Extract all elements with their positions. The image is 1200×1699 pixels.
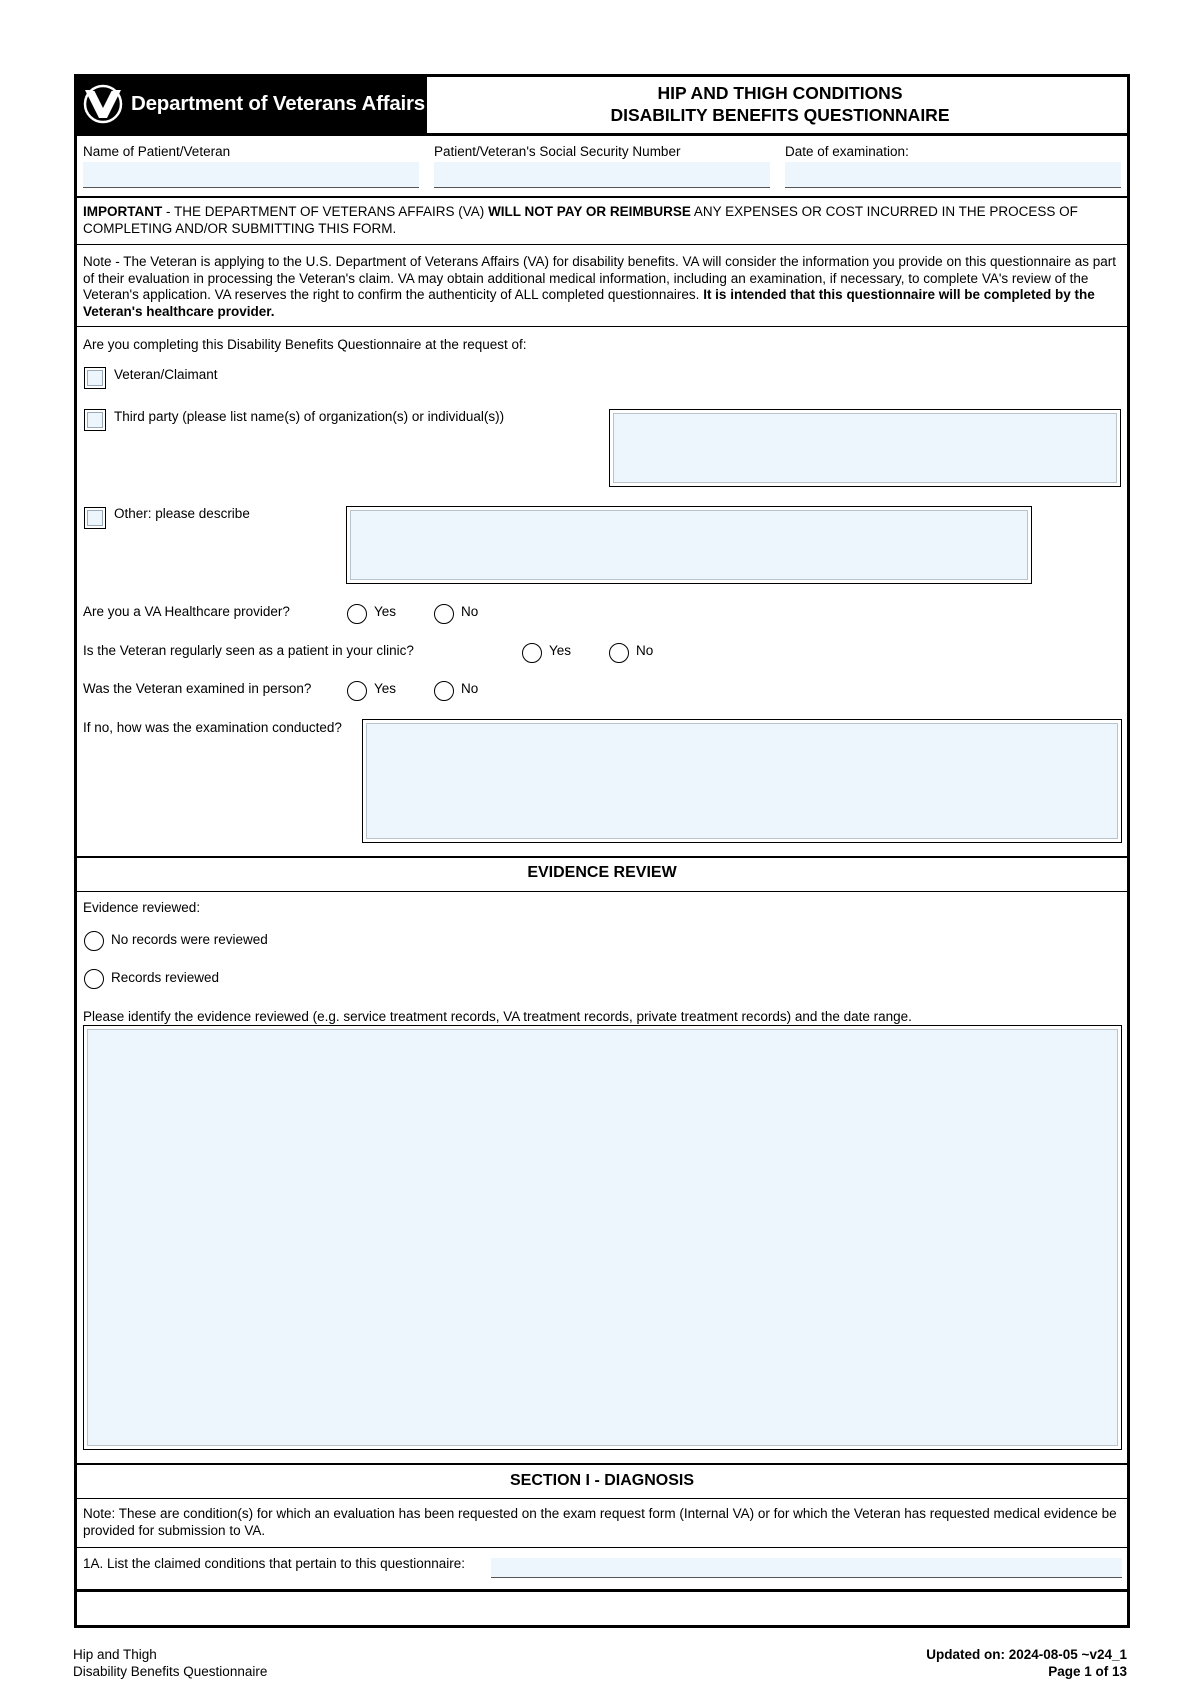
identify-evidence-label: Please identify the evidence reviewed (e.g. service treatment records, VA treatment records, private treatment records) and the date range. [83, 1009, 912, 1024]
exam-date-field[interactable] [785, 162, 1121, 188]
patient-name-label: Name of Patient/Veteran [83, 144, 231, 159]
header-divider [74, 133, 1130, 136]
patient-name-field[interactable] [83, 162, 419, 188]
in-person-yes-radio[interactable] [347, 681, 367, 701]
third-party-label: Third party (please list name(s) of organization(s) or individual(s)) [114, 409, 505, 424]
footer-updated-on: Updated on: 2024-08-05 ~v24_1 [926, 1647, 1127, 1662]
divider [74, 856, 1130, 858]
other-label: Other: please describe [114, 506, 250, 521]
in-person-question: Was the Veteran examined in person? [83, 681, 312, 696]
ssn-label: Patient/Veteran's Social Security Number [434, 144, 681, 159]
exam-date-label: Date of examination: [785, 144, 909, 159]
request-question: Are you completing this Disability Benefits Questionnaire at the request of: [83, 337, 527, 352]
other-description-input[interactable] [346, 506, 1032, 584]
veteran-note: Note - The Veteran is applying to the U.S. Department of Veterans Affairs (VA) for disability benefits. VA will consider the information you provide on this questionnaire as part of their evaluation in processing the Veteran's claim. VA may obtain additional medical information, including an examination, if necessary, to complete VA's review of the Veteran's application. VA reserves the right to confirm the authenticity of ALL completed questionnaires. It is intended that this questionnaire will be completed by the Veteran's healthcare provider. [83, 254, 1117, 319]
footer-form-subtitle: Disability Benefits Questionnaire [73, 1664, 268, 1679]
footer-page-number: Page 1 of 13 [1048, 1664, 1127, 1679]
claimed-conditions-label: 1A. List the claimed conditions that pertain to this questionnaire: [83, 1556, 465, 1571]
divider [74, 1589, 1130, 1592]
va-logo [75, 75, 427, 133]
no-records-radio[interactable] [84, 931, 104, 951]
form-title-line2: DISABILITY BENEFITS QUESTIONNAIRE [610, 105, 950, 125]
claimed-conditions-input[interactable] [491, 1558, 1122, 1578]
divider [74, 1498, 1130, 1499]
veteran-claimant-checkbox[interactable] [84, 367, 106, 389]
no-label: No [461, 681, 479, 696]
va-provider-question: Are you a VA Healthcare provider? [83, 604, 290, 619]
yes-label: Yes [374, 604, 397, 619]
divider [74, 196, 1130, 198]
yes-label: Yes [374, 681, 397, 696]
no-label: No [636, 643, 654, 658]
va-seal-icon [81, 84, 125, 124]
diagnosis-note: Note: These are condition(s) for which an evaluation has been requested on the exam request form (Internal VA) or for which the Veteran has requested medical evidence be provided for submission to VA. [83, 1506, 1117, 1538]
third-party-checkbox[interactable] [84, 409, 106, 431]
records-reviewed-radio[interactable] [84, 969, 104, 989]
how-conducted-input[interactable] [362, 719, 1122, 843]
records-reviewed-label: Records reviewed [111, 970, 220, 985]
how-conducted-question: If no, how was the examination conducted? [83, 720, 342, 735]
divider [74, 891, 1130, 892]
form-title-line1: HIP AND THIGH CONDITIONS [657, 83, 903, 103]
other-checkbox[interactable] [84, 507, 106, 529]
divider [74, 326, 1130, 327]
footer-left [73, 1646, 267, 1680]
important-notice: IMPORTANT - THE DEPARTMENT OF VETERANS AFFAIRS (VA) WILL NOT PAY OR REIMBURSE ANY EXPENSES OR COST INCURRED IN THE PROCESS OF COMPLETING AND/OR SUBMITTING THIS FORM. [83, 204, 1078, 236]
va-provider-yes-radio[interactable] [347, 604, 367, 624]
evidence-review-heading: EVIDENCE REVIEW [527, 864, 677, 881]
yes-label: Yes [549, 643, 572, 658]
logo-text: Department of Veterans Affairs [131, 92, 425, 115]
veteran-claimant-label: Veteran/Claimant [114, 367, 218, 382]
section-1-heading: SECTION I - DIAGNOSIS [509, 1472, 694, 1489]
footer-right [926, 1646, 1127, 1680]
divider [74, 1463, 1130, 1465]
ssn-field[interactable] [434, 162, 770, 188]
divider [74, 1547, 1130, 1548]
regular-patient-no-radio[interactable] [609, 643, 629, 663]
va-provider-no-radio[interactable] [434, 604, 454, 624]
evidence-description-input[interactable] [83, 1025, 1122, 1450]
evidence-reviewed-label: Evidence reviewed: [83, 900, 201, 915]
in-person-no-radio[interactable] [434, 681, 454, 701]
regular-patient-yes-radio[interactable] [522, 643, 542, 663]
third-party-input[interactable] [609, 409, 1121, 487]
footer-form-name: Hip and Thigh [73, 1647, 157, 1662]
regular-patient-question: Is the Veteran regularly seen as a patient in your clinic? [83, 643, 414, 658]
no-label: No [461, 604, 479, 619]
no-records-label: No records were reviewed [111, 932, 268, 947]
divider [74, 244, 1130, 245]
